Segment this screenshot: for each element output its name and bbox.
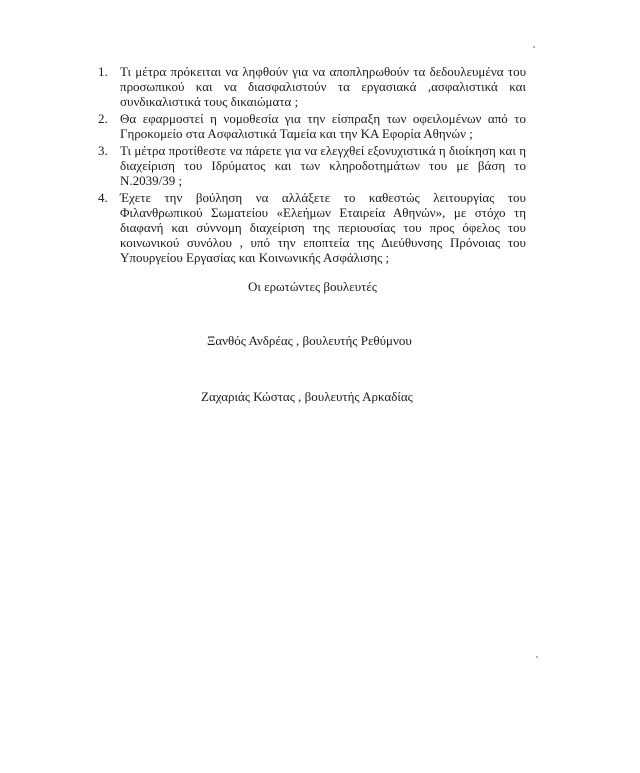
scan-speck (536, 656, 538, 658)
question-line: Έχετε την βούληση να αλλάξετε το καθεστώς λειτουργίας του (120, 190, 526, 205)
question-line: συνδικαλιστικά τους δικαιώματα ; (120, 94, 299, 109)
question-line: Τι μέτρα πρόκειται να ληφθούν για να αποπληρωθούν τα δεδουλευμένα του (120, 64, 526, 79)
question-number: 3. (98, 143, 108, 158)
question-1 (96, 64, 526, 109)
question-3 (96, 143, 526, 188)
question-line: προσωπικού και να διασφαλιστούν τα εργασιακά ,ασφαλιστικά και (120, 79, 526, 94)
question-line: Υπουργείου Εργασίας και Κοινωνικής Ασφάλισης ; (120, 250, 390, 265)
question-line: Τι μέτρα προτίθεστε να πάρετε για να ελεγχθεί εξονυχιστικά η διοίκηση και η (120, 143, 526, 158)
question-number: 1. (98, 64, 108, 79)
question-line: Γηροκομείο στα Ασφαλιστικά Ταμεία και την ΚΑ Εφορία Αθηνών ; (120, 126, 473, 141)
question-line: Ν.2039/39 ; (120, 173, 183, 188)
question-line: διαχείριση του Ιδρύματος και των κληροδοτημάτων του με βάση το (120, 158, 526, 173)
signature-mp-1-text: Ξανθός Ανδρέας , βουλευτής Ρεθύμνου (207, 333, 412, 348)
signature-mp-2-text: Ζαχαριάς Κώστας , βουλευτής Αρκαδίας (201, 389, 413, 404)
question-line: Φιλανθρωπικού Σωματείου «Ελεήμων Εταιρεία Αθηνών», με στόχο τη (120, 205, 526, 220)
scan-speck (533, 46, 535, 48)
question-line: διαφανή και σύννομη διαχείριση της περιουσίας του προς όφελος του (120, 220, 526, 235)
question-number: 2. (98, 111, 108, 126)
question-list (96, 64, 526, 267)
question-2 (96, 111, 526, 141)
question-number: 4. (98, 190, 108, 205)
question-4 (96, 190, 526, 265)
question-line: Θα εφαρμοστεί η νομοθεσία για την είσπραξη των οφειλομένων από το (120, 111, 526, 126)
question-line: κοινωνικού συνόλου , υπό την εποπτεία της Διεύθυνσης Πρόνοιας του (120, 235, 526, 250)
signatures-heading-text: Οι ερωτώντες βουλευτές (248, 279, 377, 294)
